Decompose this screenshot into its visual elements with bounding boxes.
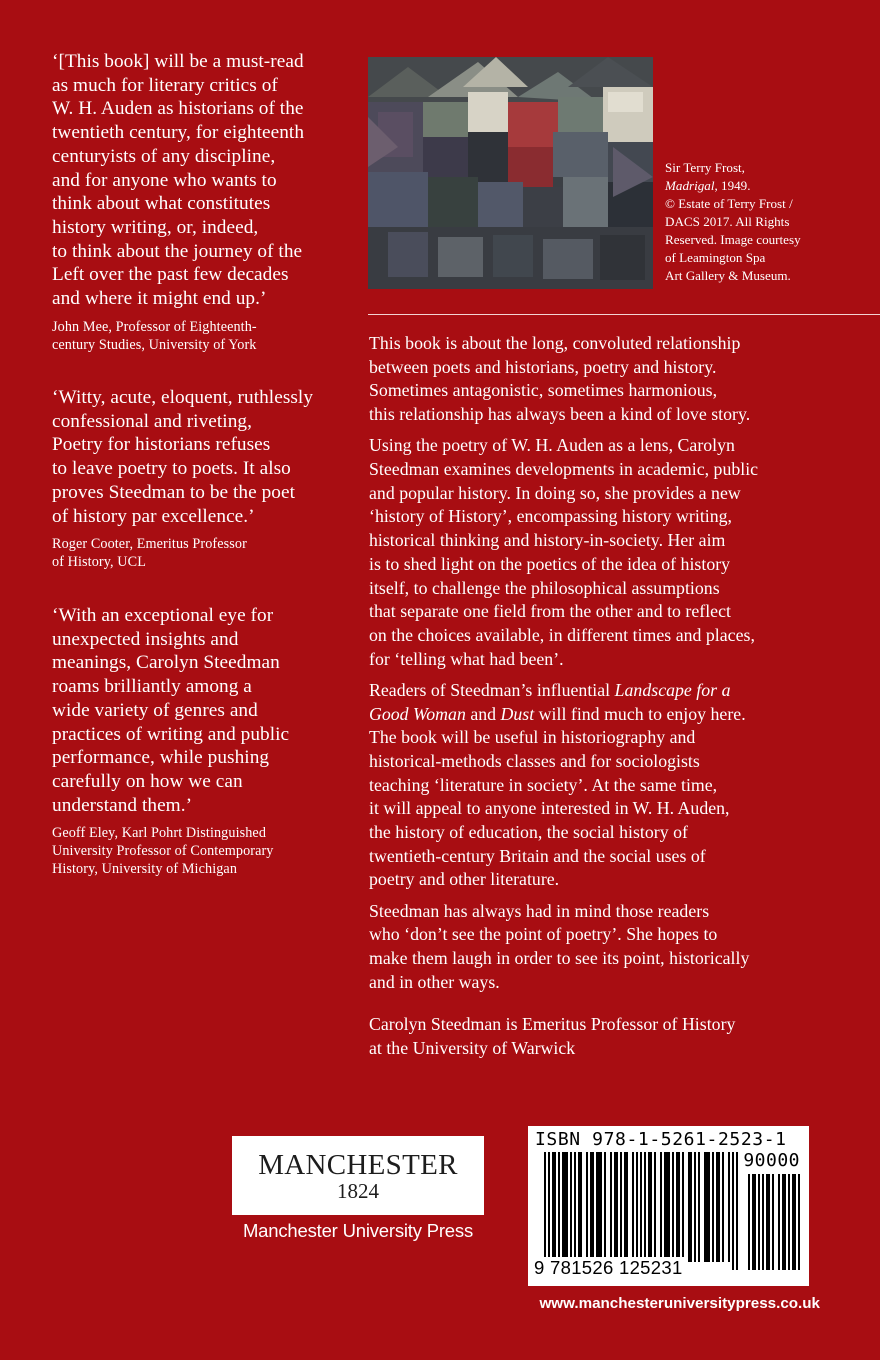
blurb-paragraph-1: This book is about the long, convoluted relationship between poets and historians, poetry and history. Sometimes antagonistic, sometimes harmonious, this relationship has always been a kind of love story. [369,333,751,425]
blurb-paragraph-3: Readers of Steedman’s influential Landscape for a Good Woman and Dust will find much to enjoy here. The book will be useful in historiography and historical-methods classes and for sociologists teaching ‘literature in society’. At the same time, it will appeal to anyone interested in W. H. Auden, the history of education, the social history of twentieth-century Britain and the social uses of poetry and other literature. [369,679,746,890]
review-quote-eley [52,604,352,878]
publisher-logo [232,1136,484,1215]
ean-digits: 9 781526 125231 [534,1257,683,1278]
blurb-paragraph-2: Using the poetry of W. H. Auden as a lens, Carolyn Steedman examines developments in academic, public and popular history. In doing so, she provides a new ‘history of History’, encompassing history writing, historical thinking and history-in-society. Her aim is to shed light on the poetics of the idea of history itself, to challenge the philosophical assumptions that separate one field from the other and to reflect on the choices available, in different times and places, for ‘telling what had been’. [369,435,759,669]
isbn-number: ISBN 978-1-5261-2523-1 [535,1129,787,1150]
quote-text: ‘With an exceptional eye for unexpected insights and meanings, Carolyn Steedman roams brilliantly among a wide variety of genres and practices of writing and public performance, while pushing carefully on how we can understand them.’ [52,605,290,816]
press-name: Manchester University Press [242,1220,474,1241]
quote-text: ‘[This book] will be a must-read as much for literary critics of W. H. Auden as historians of the twentieth century, for eighteenth centuryists of any discipline, and for anyone who wants to think about what constitutes history writing, or, indeed, to think about the journey of the Left over the past few decades and where it might end up.’ [52,51,305,310]
quote-attribution: John Mee, Professor of Eighteenth- century Studies, University of York [52,318,257,353]
caption-line: Art Gallery & Museum. [665,268,791,283]
caption-title: Madrigal [665,178,715,193]
quote-attribution: Roger Cooter, Emeritus Professor of History, UCL [52,536,247,571]
caption-line: © Estate of Terry Frost / [665,196,793,211]
isbn-barcode [528,1126,809,1286]
painting-caption [665,159,875,285]
caption-artist: Sir Terry Frost, [665,160,745,175]
logo-name: MANCHESTER [258,1149,458,1181]
author-bio: Carolyn Steedman is Emeritus Professor of History at the University of Warwick [369,1014,736,1059]
caption-year: , 1949. [714,178,751,193]
caption-title-line [665,177,875,195]
blurb-paragraph-4: Steedman has always had in mind those readers who ‘don’t see the point of poetry’. She hopes to make them laugh in order to see its point, historically and in other ways. [369,900,750,992]
caption-line: DACS 2017. All Rights [665,214,790,229]
review-quote-mee [52,50,352,354]
price-code: 90000 [743,1150,800,1171]
divider-rule [368,314,880,315]
logo-year: 1824 [337,1179,379,1203]
caption-line: Reserved. Image courtesy [665,232,801,247]
quote-attribution: Geoff Eley, Karl Pohrt Distinguished University Professor of Contemporary History, University of Michigan [52,825,274,878]
quote-text: ‘Witty, acute, eloquent, ruthlessly confessional and riveting, Poetry for historians refuses to leave poetry to poets. It also proves Steedman to be the poet of history par excellence.’ [52,387,314,527]
cover-painting-madrigal [368,57,653,289]
blurb-body [369,332,855,1068]
caption-line: of Leamington Spa [665,250,766,265]
publisher-website: www.manchesteruniversitypress.co.uk [539,1295,820,1312]
review-quote-cooter [52,386,352,571]
